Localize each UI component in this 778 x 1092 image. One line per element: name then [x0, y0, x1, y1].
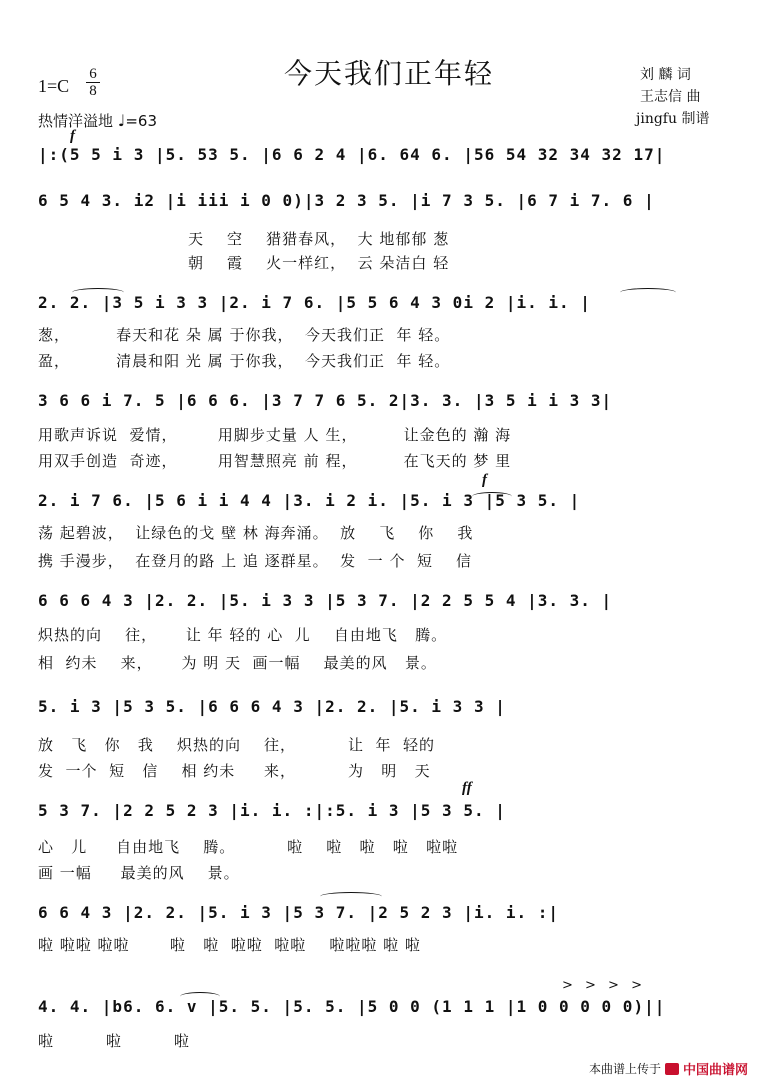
meter-bottom: 8	[86, 82, 100, 99]
site-name: 中国曲谱网	[682, 1063, 748, 1078]
meter-top: 6	[89, 66, 97, 82]
staff-row-6	[38, 588, 744, 618]
key-signature: 1=C	[38, 76, 70, 96]
quarter-note-icon: ♩	[117, 111, 126, 130]
lyric-verse-1: 天 空 猎猎春风， 大 地郁郁 葱	[38, 230, 450, 248]
lyric-verse-1: 放 飞 你 我 炽热的向 往， 让 年 轻的	[38, 736, 436, 754]
lyric-verse-1: 炽热的向 往， 让 年 轻的 心 儿 自由地飞 腾。	[38, 626, 448, 644]
slur	[320, 892, 382, 901]
lyric-verse-1: 荡 起碧波， 让绿色的戈 壁 林 海奔涌。 放 飞 你 我	[38, 524, 474, 542]
lyric-verse-2: 盈， 清晨和阳 光 属 于你我， 今天我们正 年 轻。	[38, 352, 451, 370]
lyric-verse-1: 啦 啦 啦	[38, 1032, 190, 1050]
slur	[620, 288, 676, 297]
staff-row-9	[38, 900, 744, 930]
notation-line: 5. i 3 |5 3 5. |6 6 6 4 3 |2. 2. |5. i 3 3 |	[38, 697, 506, 716]
footer-watermark	[589, 1059, 748, 1078]
slur	[180, 992, 220, 1001]
lyric-verse-2: 画 一幅 最美的风 景。	[38, 864, 240, 882]
lyric-verse-1: 啦 啦啦 啦啦 啦 啦 啦啦 啦啦 啦啦啦 啦 啦	[38, 936, 421, 954]
lyric-verse-1: 用歌声诉说 爱情， 用脚步丈量 人 生， 让金色的 瀚 海	[38, 426, 512, 444]
notation-line: 6 6 4 3 |2. 2. |5. i 3 |5 3 7. |2 5 2 3 |i. i. :|	[38, 903, 560, 922]
notation-line: 2. 2. |3 5 i 3 3 |2. i 7 6. |5 5 6 4 3 0i 2 |i. i. |	[38, 293, 591, 312]
notation-line: 5 3 7. |2 2 5 2 3 |i. i. :|:5. i 3 |5 3 5. |	[38, 801, 506, 820]
lyricist-credit: 刘 麟 词	[640, 67, 691, 83]
staff-row-10	[38, 994, 744, 1024]
staff-row-8	[38, 798, 744, 828]
notation-line: 6 6 6 4 3 |2. 2. |5. i 3 3 |5 3 7. |2 2 5 5 4 |3. 3. |	[38, 591, 613, 610]
lyric-verse-2: 携 手漫步， 在登月的路 上 追 逐群星。 发 一 个 短 信	[38, 552, 473, 570]
upload-text: 本曲谱上传于	[588, 1062, 661, 1076]
time-signature	[86, 66, 100, 99]
staff-row-2	[38, 188, 744, 218]
notation-line: 2. i 7 6. |5 6 i i 4 4 |3. i 2 i. |5. i 3 |5 3 5. |	[38, 491, 581, 510]
staff-row-1	[38, 142, 744, 172]
slur	[472, 492, 512, 501]
lyric-verse-2: 发 一个 短 信 相 约未 来， 为 明 天	[38, 762, 431, 780]
slur	[72, 288, 124, 297]
site-logo-icon	[665, 1063, 679, 1075]
dynamic-forte-2: f	[482, 472, 487, 488]
notation-line: |:(5 5 i 3 |5. 53 5. |6 6 2 4 |6. 64 6. |56 54 32 34 32 17|	[38, 145, 666, 164]
notation-line: 3 6 6 i 7. 5 |6 6 6. |3 7 7 6 5. 2|3. 3. |3 5 i i 3 3|	[38, 391, 613, 410]
notation-line: 4. 4. |b6. 6. v |5. 5. |5. 5. |5 0 0 (1 1 1 |1 0 0 0 0 0)||	[38, 997, 666, 1016]
staff-row-5	[38, 488, 744, 518]
staff-row-4	[38, 388, 744, 418]
lyric-verse-2: 用双手创造 奇迹， 用智慧照亮 前 程， 在飞天的 梦 里	[38, 452, 512, 470]
transcriber-credit: jingfu 制谱	[636, 111, 710, 127]
composer-credit: 王志信 曲	[640, 89, 701, 105]
accent-marks: > > > >	[562, 978, 646, 993]
dynamic-fortissimo: ff	[462, 780, 472, 796]
lyric-verse-2: 相 约未 来， 为 明 天 画一幅 最美的风 景。	[38, 654, 437, 672]
tempo-value: =63	[125, 112, 157, 130]
staff-row-7	[38, 694, 744, 724]
lyric-verse-1: 葱， 春天和花 朵 属 于你我， 今天我们正 年 轻。	[38, 326, 451, 344]
lyric-verse-2: 朝 霞 火一样红， 云 朵洁白 轻	[38, 254, 450, 272]
tempo-text: 热情洋溢地	[38, 112, 114, 130]
notation-line: 6 5 4 3. i2 |i iii i 0 0)|3 2 3 5. |i 7 3 5. |6 7 i 7. 6 |	[38, 191, 655, 210]
lyric-verse-1: 心 儿 自由地飞 腾。 啦 啦 啦 啦 啦啦	[38, 838, 459, 856]
song-title: 今天我们正年轻	[283, 57, 494, 90]
dynamic-forte-1: f	[70, 128, 75, 144]
tempo-marking	[38, 110, 157, 131]
